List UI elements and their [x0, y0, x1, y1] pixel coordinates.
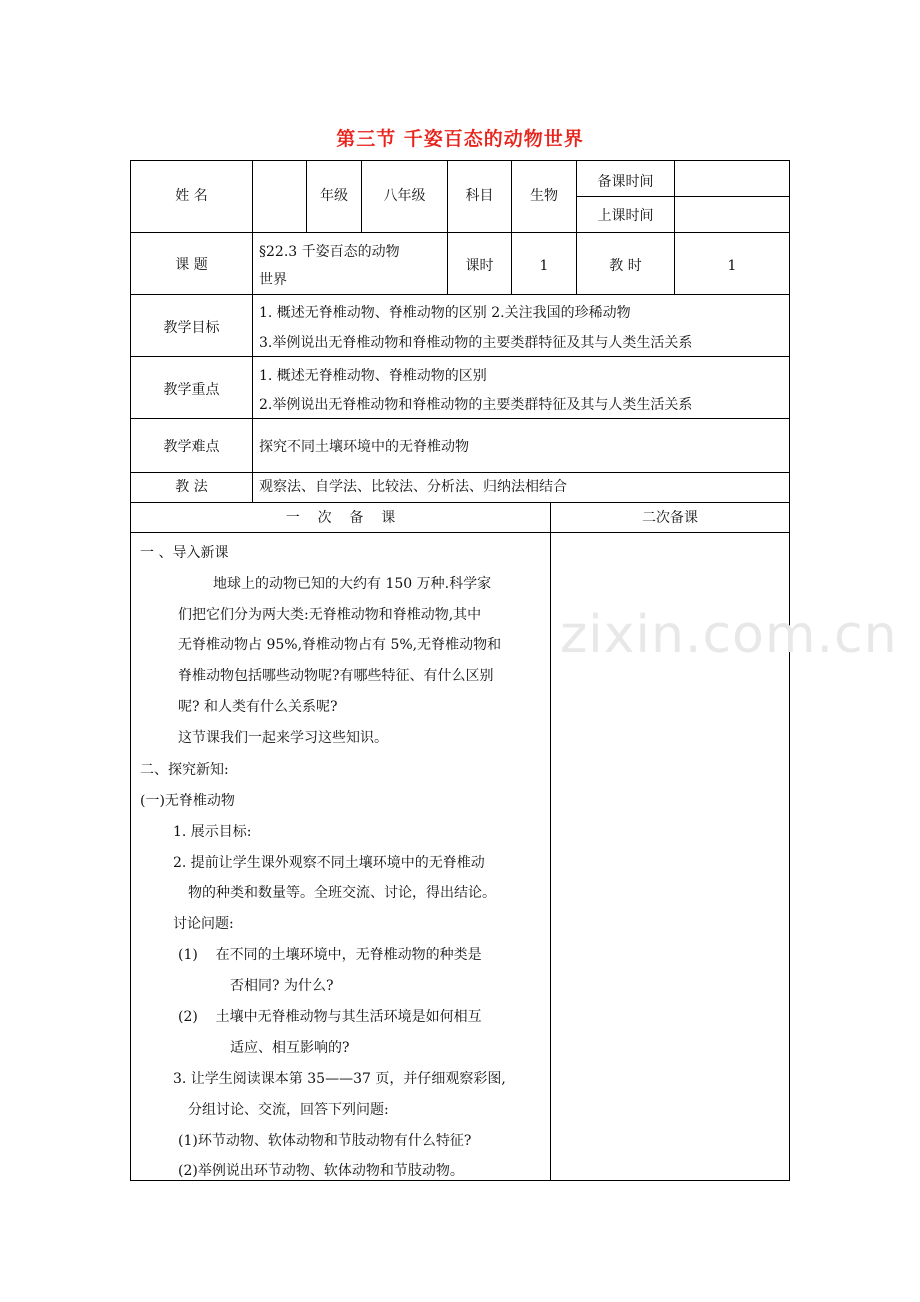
body-line: 呢? 和人类有什么关系呢?: [178, 699, 338, 715]
watermark: zixin.com.cn: [560, 605, 898, 665]
class-time-label: 上课时间: [597, 208, 654, 224]
subject-value: 生物: [530, 188, 558, 204]
body-line: 地球上的动物已知的大约有 150 万种.科学家: [213, 576, 492, 592]
hours-value: 1: [539, 258, 549, 274]
key-points-line-2: 2.举例说出无脊椎动物和脊椎动物的主要类群特征及其与人类生活关系: [259, 397, 693, 413]
teach-label: 教 时: [609, 258, 642, 274]
page-title: 第三节 千姿百态的动物世界: [336, 128, 584, 150]
body-line: 适应、相互影响的?: [230, 1040, 350, 1056]
topic-label: 课 题: [175, 257, 208, 273]
grade-value: 八年级: [383, 188, 426, 204]
body-line: 一 、导入新课: [140, 545, 229, 561]
body-line: (1)环节动物、软体动物和节肢动物有什么特征?: [178, 1133, 472, 1149]
body-line: 3. 让学生阅读课本第 35——37 页，并仔细观察彩图,: [173, 1071, 506, 1087]
goals-label: 教学目标: [163, 320, 220, 336]
topic-line-2: 世界: [259, 272, 287, 288]
topic-line-1: §22.3 千姿百态的动物: [259, 244, 400, 260]
body-line: 否相同? 为什么?: [230, 978, 334, 994]
method-label: 教 法: [175, 479, 208, 495]
hours-label: 课时: [465, 258, 494, 274]
difficulty-text: 探究不同土壤环境中的无脊椎动物: [259, 439, 469, 455]
body-line: 二、探究新知:: [140, 762, 229, 778]
prep-time-label: 备课时间: [597, 174, 654, 190]
difficulty-label: 教学难点: [163, 439, 220, 455]
body-line: 无脊椎动物占 95%,脊椎动物占有 5%,无脊椎动物和: [178, 637, 502, 653]
first-prep-header: 一 次 备 课: [285, 510, 396, 526]
subject-label: 科目: [465, 188, 494, 204]
body-line: (2) 土壤中无脊椎动物与其生活环境是如何相互: [178, 1009, 482, 1025]
goals-line-2: 3.举例说出无脊椎动物和脊椎动物的主要类群特征及其与人类生活关系: [259, 335, 693, 351]
body-line: 2. 提前让学生课外观察不同土壤环境中的无脊椎动: [173, 855, 485, 871]
body-line: 这节课我们一起来学习这些知识。: [178, 730, 388, 746]
body-line: 物的种类和数量等。全班交流、讨论，得出结论。: [188, 885, 496, 901]
key-points-line-1: 1. 概述无脊椎动物、脊椎动物的区别: [259, 368, 487, 384]
body-line: 分组讨论、交流，回答下列问题:: [188, 1102, 389, 1118]
grade-label: 年级: [320, 188, 348, 204]
name-label: 姓 名: [175, 188, 208, 204]
body-line: 们把它们分为两大类:无脊椎动物和脊椎动物,其中: [178, 607, 482, 623]
body-line: (2)举例说出环节动物、软体动物和节肢动物。: [178, 1163, 464, 1179]
teach-value: 1: [727, 258, 737, 274]
goals-line-1: 1. 概述无脊椎动物、脊椎动物的区别 2.关注我国的珍稀动物: [259, 305, 631, 321]
body-line: 讨论问题:: [173, 916, 234, 932]
body-line: 1. 展示目标:: [173, 824, 252, 840]
second-prep-header: 二次备课: [642, 510, 698, 526]
method-text: 观察法、自学法、比较法、分析法、归纳法相结合: [259, 479, 567, 495]
body-line: (1) 在不同的土壤环境中，无脊椎动物的种类是: [178, 947, 482, 963]
key-points-label: 教学重点: [163, 382, 220, 398]
body-line: 脊椎动物包括哪些动物呢?有哪些特征、有什么区别: [178, 668, 494, 684]
body-line: (一)无脊椎动物: [140, 793, 235, 809]
